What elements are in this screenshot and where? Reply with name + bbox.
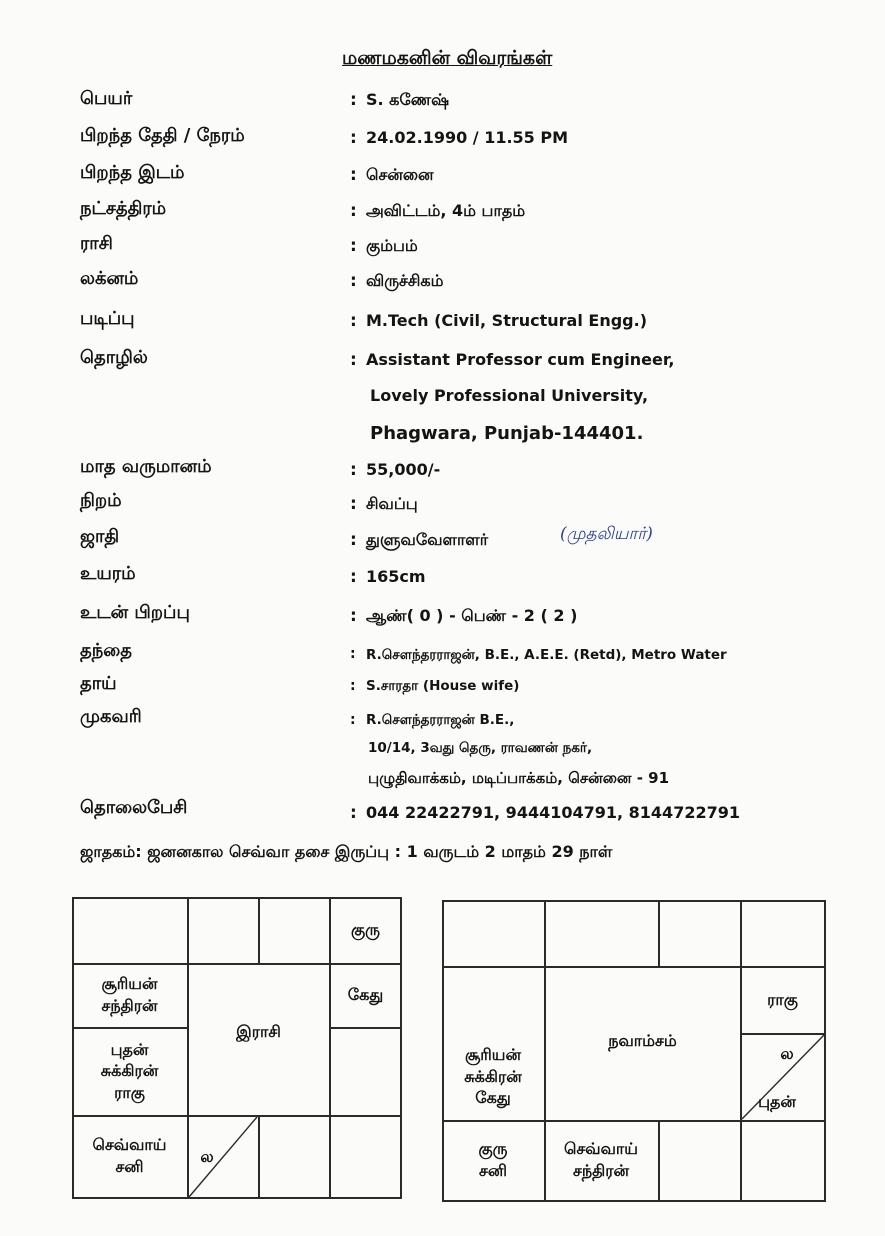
navamsa-left-cell: சூரியன் சுக்கிரன் கேது <box>464 1045 522 1108</box>
page-title: மணமகனின் விவரங்கள் <box>342 47 553 69</box>
label-caste: ஜாதி <box>80 526 120 547</box>
rasi-top-right-cell: குரு <box>351 920 380 940</box>
rasi-chart <box>72 897 402 1199</box>
colon: : <box>350 271 357 291</box>
jathagam-line: ஜாதகம்: ஜனனகால செவ்வா தசை இருப்பு : 1 வருடம் 2 மாதம் 29 நாள் <box>80 842 613 861</box>
value-address-2: 10/14, 3வது தெரு, ராவணன் நகர், <box>368 740 593 756</box>
label-birthplace: பிறந்த இடம் <box>80 162 185 183</box>
colon: : <box>350 712 356 728</box>
handwritten-note: (முதலியார்) <box>560 524 653 544</box>
label-occupation: தொழில் <box>80 347 148 368</box>
value-income: 55,000/- <box>366 460 441 479</box>
rasi-right-cell: கேது <box>347 985 384 1005</box>
rasi-bottom-left-cell: செவ்வாய் சனி <box>92 1135 167 1176</box>
value-occupation-1: Assistant Professor cum Engineer, <box>366 350 675 369</box>
navamsa-bottom-cell: செவ்வாய் சந்திரன் <box>563 1139 638 1180</box>
navamsa-right-cell-2: புதன் <box>758 1092 796 1112</box>
value-lagnam: விருச்சிகம் <box>366 271 444 290</box>
rasi-left-cell-1: சூரியன் சந்திரன் <box>101 974 158 1015</box>
label-phone: தொலைபேசி <box>80 797 188 818</box>
value-occupation-2: Lovely Professional University, <box>370 386 649 405</box>
label-education: படிப்பு <box>80 308 135 329</box>
value-siblings: ஆண்( 0 ) - பெண் - 2 ( 2 ) <box>366 606 578 625</box>
colon: : <box>350 678 356 694</box>
value-occupation-3: Phagwara, Punjab-144401. <box>370 423 644 444</box>
value-caste: துளுவவேளாளர் <box>366 530 489 549</box>
label-lagnam: லக்னம் <box>80 268 139 289</box>
colon: : <box>350 530 357 550</box>
navamsa-chart <box>442 900 826 1202</box>
rasi-left-cell-2: புதன் சுக்கிரன் ராகு <box>100 1039 159 1102</box>
colon: : <box>350 803 357 823</box>
label-name: பெயர் <box>80 88 133 109</box>
value-complexion: சிவப்பு <box>366 494 418 513</box>
colon: : <box>350 646 356 662</box>
colon: : <box>350 494 357 514</box>
colon: : <box>350 128 357 148</box>
label-height: உயரம் <box>80 563 136 584</box>
label-complexion: நிறம் <box>80 490 122 511</box>
navamsa-right-cell-1: ராகு <box>767 989 798 1009</box>
label-star: நட்சத்திரம் <box>80 198 167 219</box>
colon: : <box>350 350 357 370</box>
navamsa-bottom-left-cell: குரு சனி <box>478 1139 508 1180</box>
value-dob: 24.02.1990 / 11.55 PM <box>366 128 569 147</box>
label-address: முகவரி <box>80 706 142 727</box>
label-mother: தாய் <box>80 673 117 694</box>
rasi-center-label: இராசி <box>236 1022 281 1041</box>
value-birthplace: சென்னை <box>366 165 434 184</box>
value-education: M.Tech (Civil, Structural Engg.) <box>366 311 648 330</box>
label-rasi: ராசி <box>80 233 113 254</box>
value-mother: S.சாரதா (House wife) <box>366 678 520 694</box>
label-dob: பிறந்த தேதி / நேரம் <box>80 125 245 146</box>
colon: : <box>350 567 357 587</box>
value-phone: 044 22422791, 9444104791, 8144722791 <box>366 803 740 822</box>
value-name: S. கணேஷ் <box>366 90 450 109</box>
label-father: தந்தை <box>80 640 133 661</box>
label-income: மாத வருமானம் <box>80 456 212 477</box>
value-height: 165cm <box>366 567 426 586</box>
navamsa-lagna-label: ல <box>780 1044 794 1064</box>
value-rasi: கும்பம் <box>366 236 418 255</box>
navamsa-center-label: நவாம்சம் <box>608 1031 677 1050</box>
colon: : <box>350 311 357 331</box>
rasi-lagna-cell: ல <box>200 1147 214 1167</box>
value-father: R.சௌந்தரராஜன், B.E., A.E.E. (Retd), Metro Water <box>366 647 727 663</box>
value-address-3: புழுதிவாக்கம், மடிப்பாக்கம், சென்னை - 91 <box>368 769 670 787</box>
value-address-1: R.சௌந்தரராஜன் B.E., <box>366 712 515 728</box>
colon: : <box>350 165 357 185</box>
colon: : <box>350 606 357 626</box>
colon: : <box>350 460 357 480</box>
colon: : <box>350 236 357 256</box>
value-star: அவிட்டம், 4ம் பாதம் <box>366 201 526 220</box>
colon: : <box>350 201 357 221</box>
label-siblings: உடன் பிறப்பு <box>80 602 190 623</box>
colon: : <box>350 90 357 110</box>
